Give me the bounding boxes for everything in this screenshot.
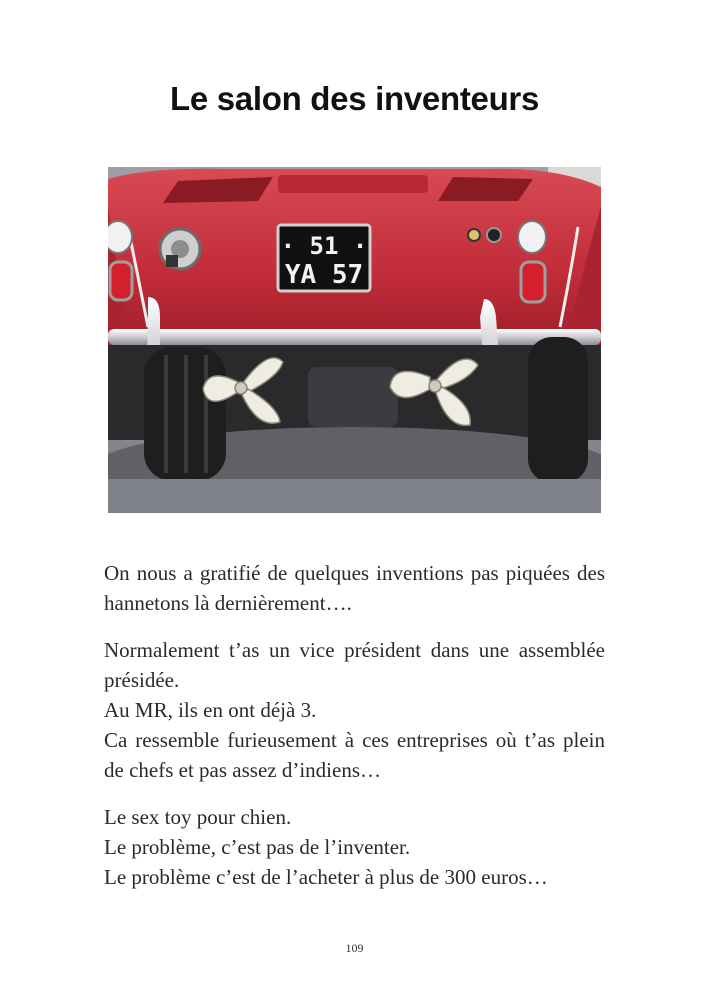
- paragraph-3-line-3: Le problème c’est de l’acheter à plus de 300 euros…: [104, 865, 548, 889]
- paragraph-2-line-2: Au MR, ils en ont déjà 3.: [104, 698, 317, 722]
- paragraph-3-line-1: Le sex toy pour chien.: [104, 805, 292, 829]
- plate-text-top: · 51 ·: [280, 232, 368, 260]
- page-number: 109: [345, 941, 364, 955]
- paragraph-2-line-3: Ca ressemble furieusement à ces entreprises où t’as plein de chefs et pas assez d’indiens…: [104, 728, 605, 782]
- article-body: [104, 558, 605, 909]
- page-title: Le salon des inventeurs: [169, 80, 540, 117]
- paragraph-3-line-2: Le problème, c’est pas de l’inventer.: [104, 835, 411, 859]
- paragraph-2: [104, 635, 605, 785]
- paragraph-1-line-1: On nous a gratifié de quelques inventions pas piquées des hannetons là dernièrement….: [104, 561, 605, 615]
- paragraph-3: [104, 802, 605, 892]
- plate-text-bottom: YA 57: [284, 260, 364, 290]
- paragraph-2-line-1: Normalement t’as un vice président dans une assemblée présidée.: [104, 638, 605, 692]
- car-photo: [108, 167, 601, 513]
- paragraph-1: [104, 558, 605, 618]
